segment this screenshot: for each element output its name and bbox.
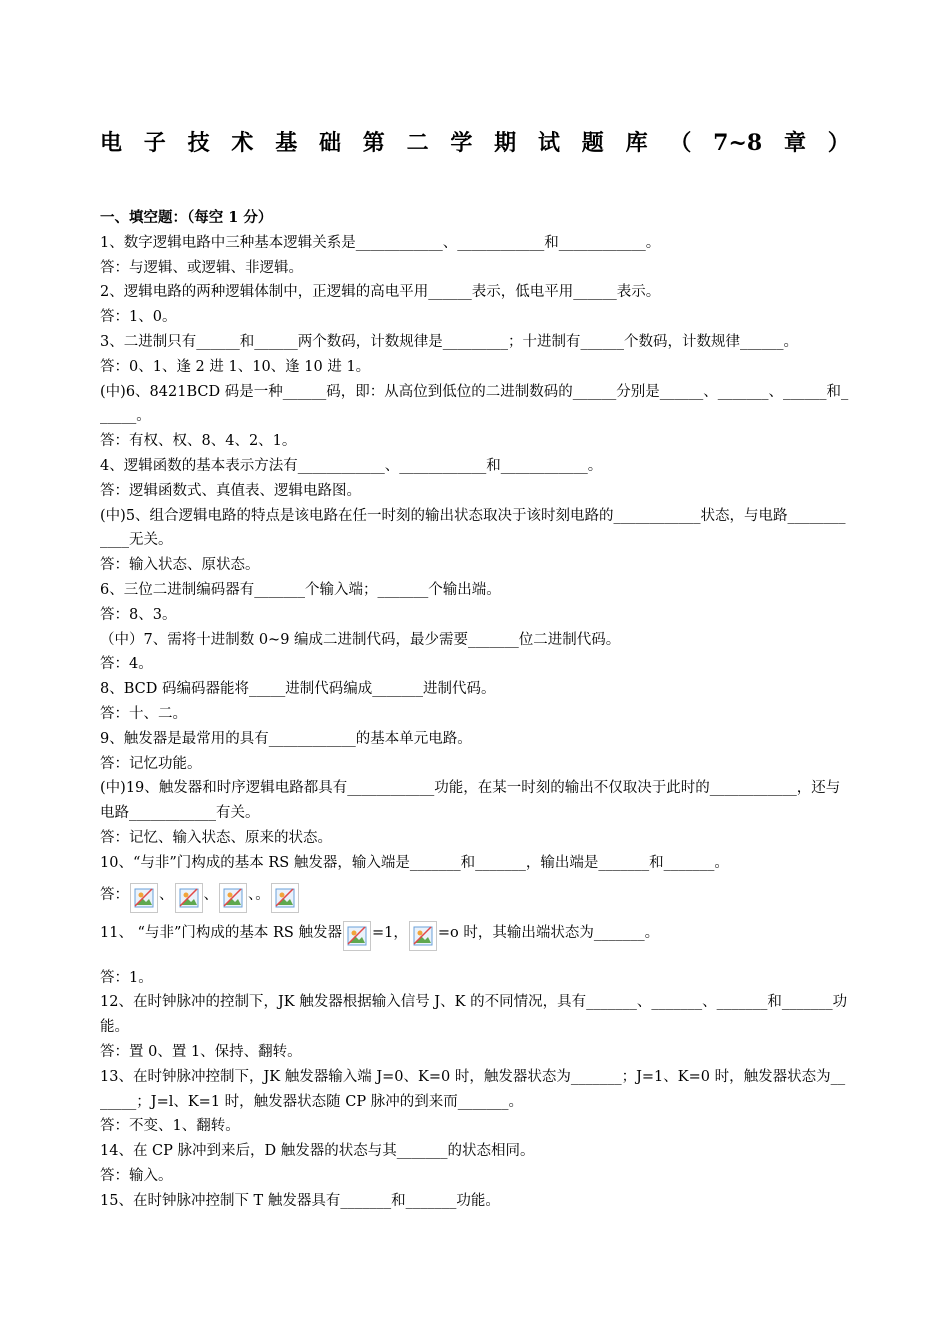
question-line: 8、BCD 码编码器能将_____进制代码编成_______进制代码。 (100, 681, 496, 698)
answer-line: 答：0、1、逢 2 进 1、10、逢 10 进 1。 (100, 358, 371, 375)
question-line: 3、二进制只有______和______两个数码，计数规律是_________；十进制有______个数码，计数规律______。 (100, 333, 798, 350)
question-list (100, 231, 852, 876)
answer-line: 答：输入。 (100, 1167, 173, 1184)
answer-line: 答：输入状态、原状态。 (100, 557, 260, 574)
question-line: 1、数字逻辑电路中三种基本逻辑关系是____________、____________和____________。 (100, 234, 661, 251)
title-char: 第 (362, 130, 385, 156)
question-line: 12、在时钟脉冲的控制下，JK 触发器根据输入信号 J、K 的不同情况，具有_______、_______、_______和_______功能。 (100, 994, 848, 1036)
question-line: 10、“与非”门构成的基本 RS 触发器，输入端是_______和_______，输出端是_______和_______。 (100, 854, 729, 871)
answer-end: 。 (255, 886, 270, 903)
question-line: 4、逻辑函数的基本表示方法有____________、____________和____________。 (100, 457, 603, 474)
q11-text: 11、 “与非”门构成的基本 RS 触发器 (100, 924, 342, 941)
answer-line: 答：记忆功能。 (100, 755, 202, 772)
title-char: 技 (187, 130, 210, 156)
title-char: 章 (784, 130, 807, 156)
answer-10 (100, 876, 852, 914)
question-line: 13、在时钟脉冲控制下，JK 触发器输入端 J=0、K=0 时，触发器状态为_______；J=1、K=0 时，触发器状态为_______；J=l、K=1 时，触发器状态随 CP 脉冲的到来而_______。 (100, 1068, 846, 1110)
question-line: 15、在时钟脉冲控制下 T 触发器具有_______和_______功能。 (100, 1192, 500, 1209)
answer-line: 答：置 0、置 1、保持、翻转。 (100, 1043, 302, 1060)
question-line: 6、三位二进制编码器有_______个输入端；_______个输出端。 (100, 581, 501, 598)
question-line: 9、触发器是最常用的具有____________的基本单元电路。 (100, 730, 472, 747)
broken-image-icon (175, 883, 203, 913)
answer-separator: 、 (159, 886, 174, 903)
title-char: 二 (406, 130, 429, 156)
title-char: 电 (100, 130, 123, 156)
document-title (100, 128, 850, 158)
answer-prefix: 答： (100, 886, 129, 903)
answer-line: 答：记忆、输入状态、原来的状态。 (100, 829, 332, 846)
broken-image-icon (219, 883, 247, 913)
title-char: 子 (143, 130, 166, 156)
section-heading: 一、填空题：（每空 1 分） (100, 209, 273, 226)
title-char: 础 (318, 130, 341, 156)
broken-image-icon (343, 921, 371, 951)
answer-line: 答：1、0。 (100, 309, 177, 326)
answer-line: 答：1。 (100, 969, 153, 986)
answer-line: 答：4。 (100, 656, 153, 673)
question-line: 14、在 CP 脉冲到来后，D 触发器的状态与其_______的状态相同。 (100, 1143, 535, 1160)
answer-line: 答：不变、1、翻转。 (100, 1118, 240, 1135)
title-char: 学 (450, 130, 473, 156)
broken-image-icon (409, 921, 437, 951)
question-line: (中)6、8421BCD 码是一种______码，即：从高位到低位的二进制数码的______分别是______、_______、______和______。 (100, 383, 849, 425)
question-line: （中）7、需将十进制数 0~9 编成二进制代码，最少需要_______位二进制代码。 (100, 631, 621, 648)
title-char: 期 (494, 130, 517, 156)
title-char: 库 (625, 130, 648, 156)
q11-text: =1， (371, 924, 408, 941)
question-line: (中)19、触发器和时序逻辑电路都具有____________功能，在某一时刻的输出不仅取决于此时的____________，还与电路____________有关。 (100, 780, 841, 822)
question-line: (中)5、组合逻辑电路的特点是该电路在任一时刻的输出状态取决于该时刻电路的____________状态，与电路____________无关。 (100, 507, 846, 549)
title-char: 试 (537, 130, 560, 156)
question-list-continued (100, 966, 852, 1214)
title-char: 基 (275, 130, 298, 156)
question-line: 2、逻辑电路的两种逻辑体制中，正逻辑的高电平用______表示，低电平用______表示。 (100, 284, 661, 301)
title-char: （ (669, 130, 692, 156)
title-char: 术 (231, 130, 254, 156)
q11-text: =o 时，其输出端状态为_______。 (437, 924, 660, 941)
answer-line: 答：8、3。 (100, 606, 177, 623)
title-char: 题 (581, 130, 604, 156)
question-11 (100, 914, 852, 952)
answer-separator: 、 (203, 886, 218, 903)
document-body (100, 206, 852, 1213)
answer-line: 答：逻辑函数式、真值表、逻辑电路图。 (100, 482, 361, 499)
answer-separator: 、 (248, 886, 256, 903)
answer-line: 答：有权、权、8、4、2、1。 (100, 433, 297, 450)
answer-line: 答：与逻辑、或逻辑、非逻辑。 (100, 259, 303, 276)
title-char: 7~8 (713, 130, 763, 156)
answer-line: 答：十、二。 (100, 705, 187, 722)
title-char: ） (827, 130, 850, 156)
broken-image-icon (130, 883, 158, 913)
broken-image-icon (271, 883, 299, 913)
